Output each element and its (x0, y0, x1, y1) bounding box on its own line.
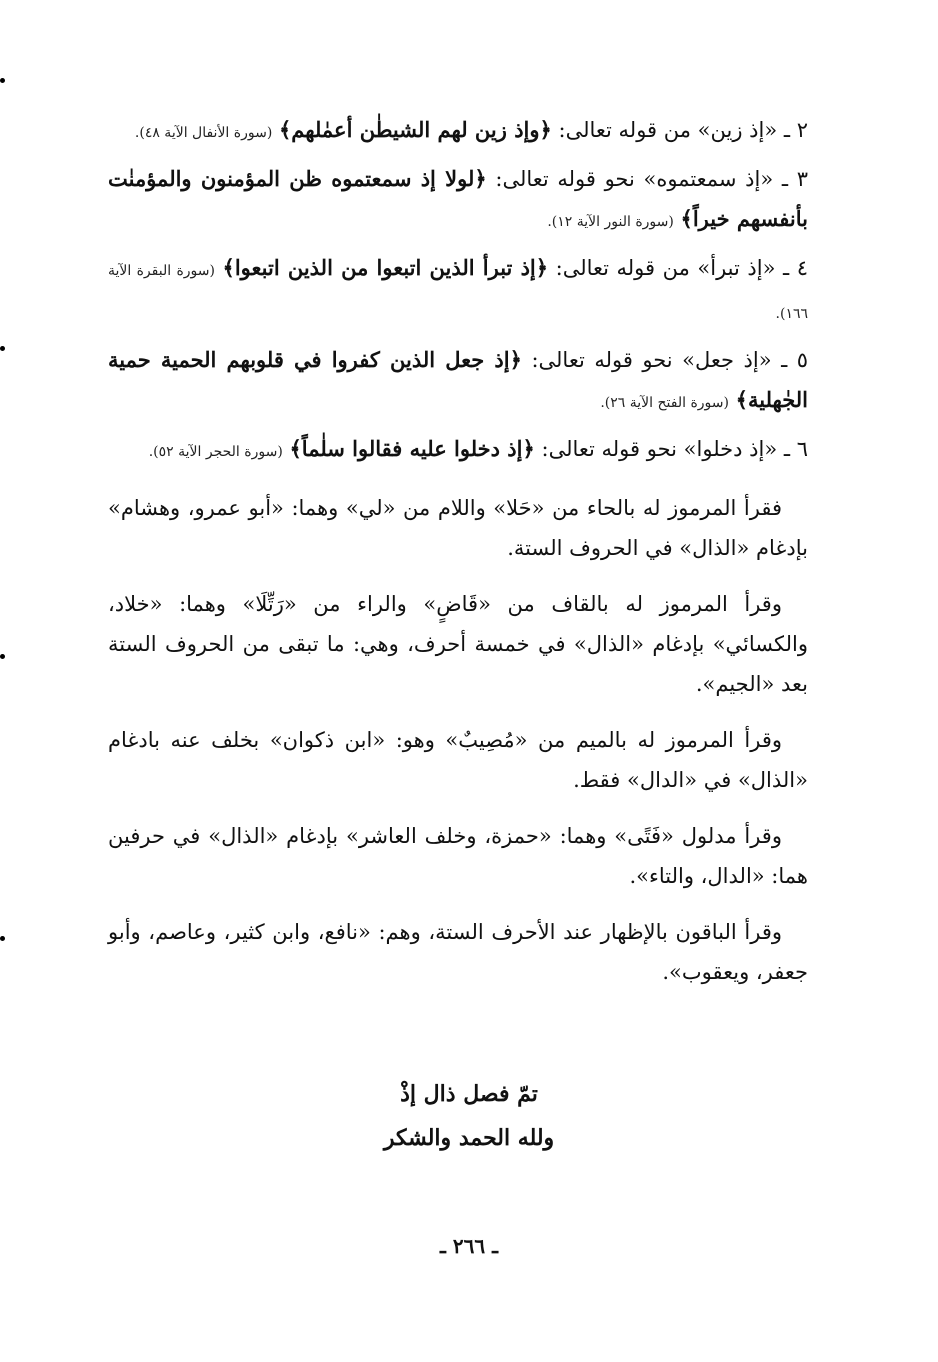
page-number: ـ ٢٦٦ ـ (440, 1234, 498, 1258)
list-item (108, 110, 808, 153)
list-item (108, 429, 808, 472)
paragraph: وقرأ المرموز له بالميم من «مُصِيبٌ» وهو: «ابن ذكوان» بخلف عنه بادغام «الذال» في «الدال» فقط. (108, 728, 808, 792)
margin-mark (0, 346, 5, 351)
paragraph: وقرأ مدلول «فَتًى» وهما: «حمزة، وخلف العاشر» بإدغام «الذال» في حرفين هما: «الدال، والتاء». (108, 824, 808, 888)
quran-verse: ﴿إذ دخلوا عليه فقالوا سلٰماً﴾ (289, 436, 535, 461)
verse-reference: (سورة الحجر الآية ٥٢). (148, 444, 283, 460)
list-item (108, 340, 808, 423)
item-intro: «إذ زين» من قوله تعالى: (558, 118, 778, 142)
quran-verse: ﴿إذ جعل الذين كفروا في قلوبهم الحمية حمية الجٰهلية﴾ (108, 347, 808, 412)
item-number: ٤ ـ (782, 256, 808, 280)
item-number: ٣ ـ (781, 167, 808, 191)
quran-verse: ﴿لولا إذ سمعتموه ظن المؤمنون والمؤمنٰت بأنفسهم خيراً﴾ (108, 166, 808, 231)
item-intro: «إذ دخلوا» نحو قوله تعالى: (541, 437, 778, 461)
item-number: ٦ ـ (783, 437, 808, 461)
paragraph: فقرأ المرموز له بالحاء من «حَلا» واللام من «لي» وهما: «أبو عمرو، وهشام» بإدغام «الذال» في الحروف الستة. (108, 496, 808, 560)
list-item (108, 248, 808, 334)
closing-line: تمّ فصل ذال إذْ (400, 1081, 538, 1107)
paragraph: وقرأ الباقون بالإظهار عند الأحرف الستة، وهم: «نافع، وابن كثير، وعاصم، وأبو جعفر، ويعقوب». (108, 920, 808, 984)
item-number: ٢ ـ (783, 118, 808, 142)
closing-line: ولله الحمد والشكر (383, 1125, 555, 1151)
verse-reference: (سورة البقرة الآية ١٦٦). (108, 263, 808, 322)
page-body (108, 110, 808, 992)
margin-mark (0, 936, 5, 941)
item-intro: «إذ تبرأ» من قوله تعالى: (555, 256, 776, 280)
verse-reference: (سورة الأنفال الآية ٤٨). (134, 125, 273, 141)
item-intro: «إذ جعل» نحو قوله تعالى: (531, 348, 772, 372)
item-intro: «إذ سمعتموه» نحو قوله تعالى: (495, 167, 774, 191)
quran-verse: ﴿وإذ زين لهم الشيطٰن أعمٰلهم﴾ (278, 117, 552, 142)
verse-reference: (سورة الفتح الآية ٢٦). (600, 395, 729, 411)
item-number: ٥ ـ (781, 348, 809, 372)
verse-reference: (سورة النور الآية ١٢). (547, 214, 674, 230)
paragraph: وقرأ المرموز له بالقاف من «قَاضٍ» والراء من «رَتِّلَا» وهما: «خلاد، والكسائي» بإدغام «الذال» في خمسة أحرف، وهي: ما تبقى من الحروف الستة بعد «الجيم». (108, 592, 808, 696)
margin-mark (0, 654, 5, 659)
list-item (108, 159, 808, 242)
margin-mark (0, 78, 5, 83)
closing-block (0, 1072, 938, 1160)
quran-verse: ﴿إذ تبرأ الذين اتبعوا من الذين اتبعوا﴾ (222, 255, 549, 280)
